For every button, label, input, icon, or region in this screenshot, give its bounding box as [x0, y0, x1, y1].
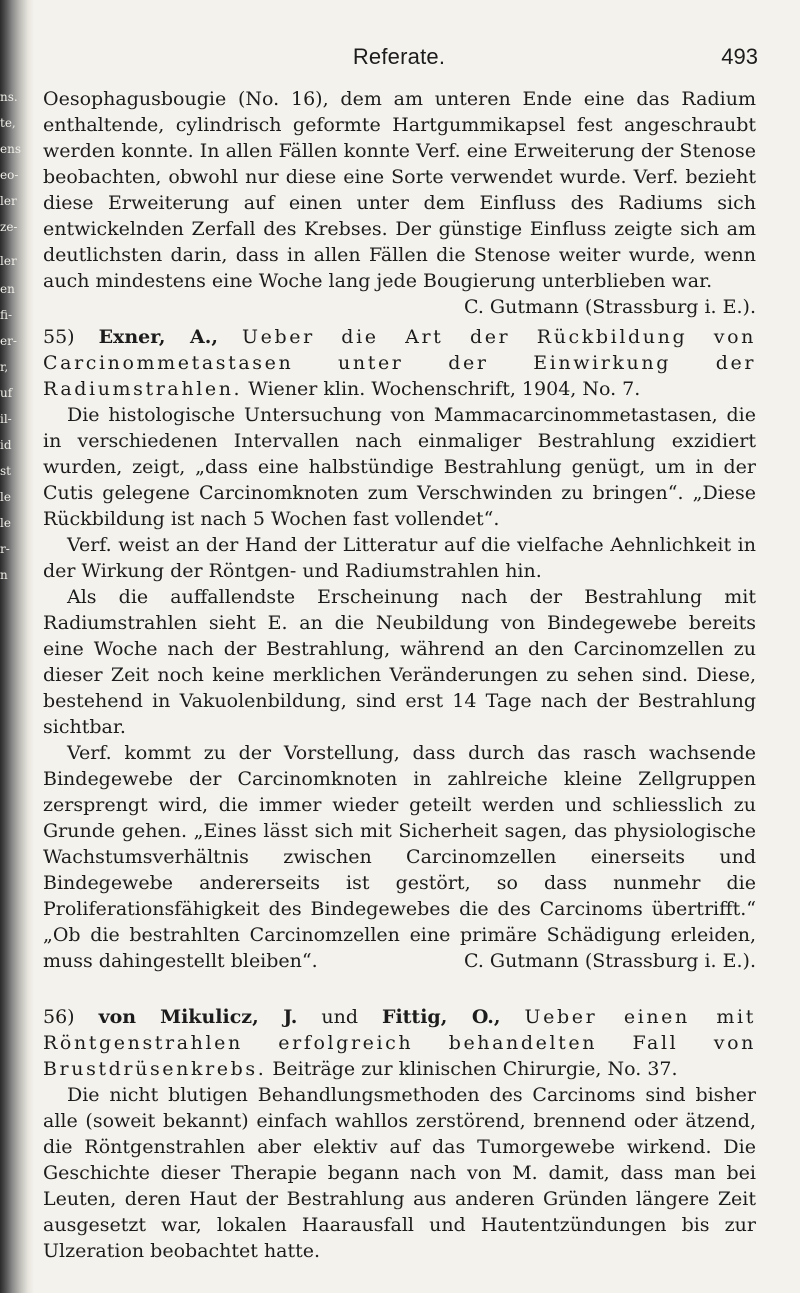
running-head: Referate. [352, 44, 446, 69]
entry-number: 56) [43, 1006, 75, 1028]
entry-source: Wiener klin. Wochenschrift, 1904, No. 7. [248, 378, 641, 400]
gutter-fragment: r- [0, 542, 10, 556]
gutter-fragment: le [0, 516, 11, 530]
review-entry-56 [43, 1004, 756, 1264]
gutter-fragment: st [0, 464, 11, 478]
gutter-fragment: fi- [0, 308, 13, 322]
review-entry-55 [43, 324, 756, 974]
entry-number: 55) [43, 326, 75, 348]
entry-heading [43, 324, 756, 402]
page-header [40, 44, 758, 74]
gutter-fragment: ze- [0, 220, 18, 234]
gutter-fragment: le [0, 490, 11, 504]
gutter-fragment: en [0, 282, 15, 296]
paragraph: Verf. weist an der Hand der Litteratur auf die vielfache Aehnlichkeit in der Wirkung der Röntgen- und Radiumstrahlen hin. [43, 534, 756, 582]
gutter-fragment: il- [0, 412, 12, 426]
entry-author-joiner: und [321, 1006, 358, 1028]
paragraph-text: Oesophagusbougie (No. 16), dem am unteren Ende eine das Radium enthaltende, cylindrisch geformte Hartgummikapsel fest angeschraubt werden konnte. In allen Fällen konnte Verf. eine Erweiterung der Stenose beobachten, obwohl nur diese eine Sorte verwendet wurde. Verf. bezieht diese Erweiterung auf einen unter dem Einfluss des Radiums sich entwickelnden Zerfall des Krebses. Der günstige Einfluss zeigte sich am deutlichsten darin, dass in allen Fällen die Stenose weiter wurde, wenn auch mindestens eine Woche lang jede Bougierung unterblieben war. [43, 88, 756, 292]
gutter-fragment: te, [0, 116, 16, 130]
paragraph [43, 86, 756, 318]
reviewer-signature: C. Gutmann (Strassburg i. E.). [463, 296, 756, 318]
paragraph: Als die auffallendste Erscheinung nach der Bestrahlung mit Radiumstrahlen sieht E. an die Neubildung von Bindegewebe bereits eine Woche nach der Bestrahlung, während an den Carcinomzellen zu dieser Zeit noch keine merklichen Veränderungen zu sehen sind. Diese, bestehend in Vakuolenbildung, sind erst 14 Tage nach der Bestrahlung sichtbar. [43, 586, 756, 738]
entry-author-prefix: von [98, 1006, 137, 1028]
entry-source: Beiträge zur klinischen Chirurgie, No. 37. [272, 1058, 678, 1080]
entry-author: Exner, A., [98, 326, 219, 348]
gutter-fragment: id [0, 438, 12, 452]
gutter-fragment: er- [0, 334, 17, 348]
continued-review [43, 86, 756, 318]
gutter-fragment: ler [0, 254, 17, 268]
gutter-fragment: r, [0, 360, 9, 374]
gutter-fragment: eo- [0, 168, 19, 182]
entry-author: Mikulicz, J. [160, 1006, 298, 1028]
gutter-fragment: ens [0, 142, 21, 156]
section-gap [43, 974, 756, 1004]
paragraph: Die histologische Untersuchung von Mammacarcinommetastasen, die in verschiedenen Intervallen nach einmaliger Bestrahlung exzidiert wurden, zeigt, „dass eine halbstündige Bestrahlung genügt, um in der Cutis gelegene Carcinomknoten zum Verschwinden zu bringen“. „Diese Rückbildung ist nach 5 Wochen fast vollendet“. [43, 404, 756, 530]
paragraph [43, 740, 756, 974]
entry-author: Fittig, O., [381, 1006, 501, 1028]
entry-title: Ueber einen mit Röntgenstrahlen erfolgreich behandelten Fall von Brustdrüsenkrebs. [43, 1006, 756, 1080]
page-body [43, 86, 756, 1264]
page-number: 493 [721, 44, 758, 69]
paragraph-text: Verf. kommt zu der Vorstellung, dass durch das rasch wachsende Bindegewebe der Carcinomknoten in zahlreiche kleine Zellgruppen zersprengt wird, die immer wieder geteilt werden und schliesslich zu Grunde gehen. „Eines lässt sich mit Sicherheit sagen, das physiologische Wachstumsverhältnis zwischen Carcinomzellen einerseits und Bindegewebe andererseits ist gestört, so dass nunmehr die Proliferationsfähigkeit des Bindegewebes die des Carcinoms übertrifft.“ „Ob die bestrahlten Carcinomzellen eine primäre Schädigung erleiden, muss dahingestellt bleiben“. [43, 742, 756, 972]
gutter-fragment: uf [0, 386, 13, 400]
gutter-fragment: ns. [0, 90, 18, 104]
gutter-fragment: n [0, 568, 8, 582]
entry-title: Ueber die Art der Rückbildung von Carcinommetastasen unter der Einwirkung der Radiumstrahlen. [43, 326, 756, 400]
paragraph: Die nicht blutigen Behandlungsmethoden des Carcinoms sind bisher alle (soweit bekannt) einfach wahllos zerstörend, brennend oder ätzend, die Röntgenstrahlen aber elektiv auf das Tumorgewebe wirkend. Die Geschichte dieser Therapie begann nach von M. damit, dass man bei Leuten, deren Haut der Bestrahlung aus anderen Gründen längere Zeit ausgesetzt war, lokalen Haarausfall und Hautentzündungen bis zur Ulzeration beobachtet hatte. [43, 1084, 756, 1262]
page-binding-gutter [0, 0, 34, 1293]
gutter-fragment: ler [0, 194, 17, 208]
reviewer-signature: C. Gutmann (Strassburg i. E.). [463, 950, 756, 972]
entry-heading [43, 1004, 756, 1082]
